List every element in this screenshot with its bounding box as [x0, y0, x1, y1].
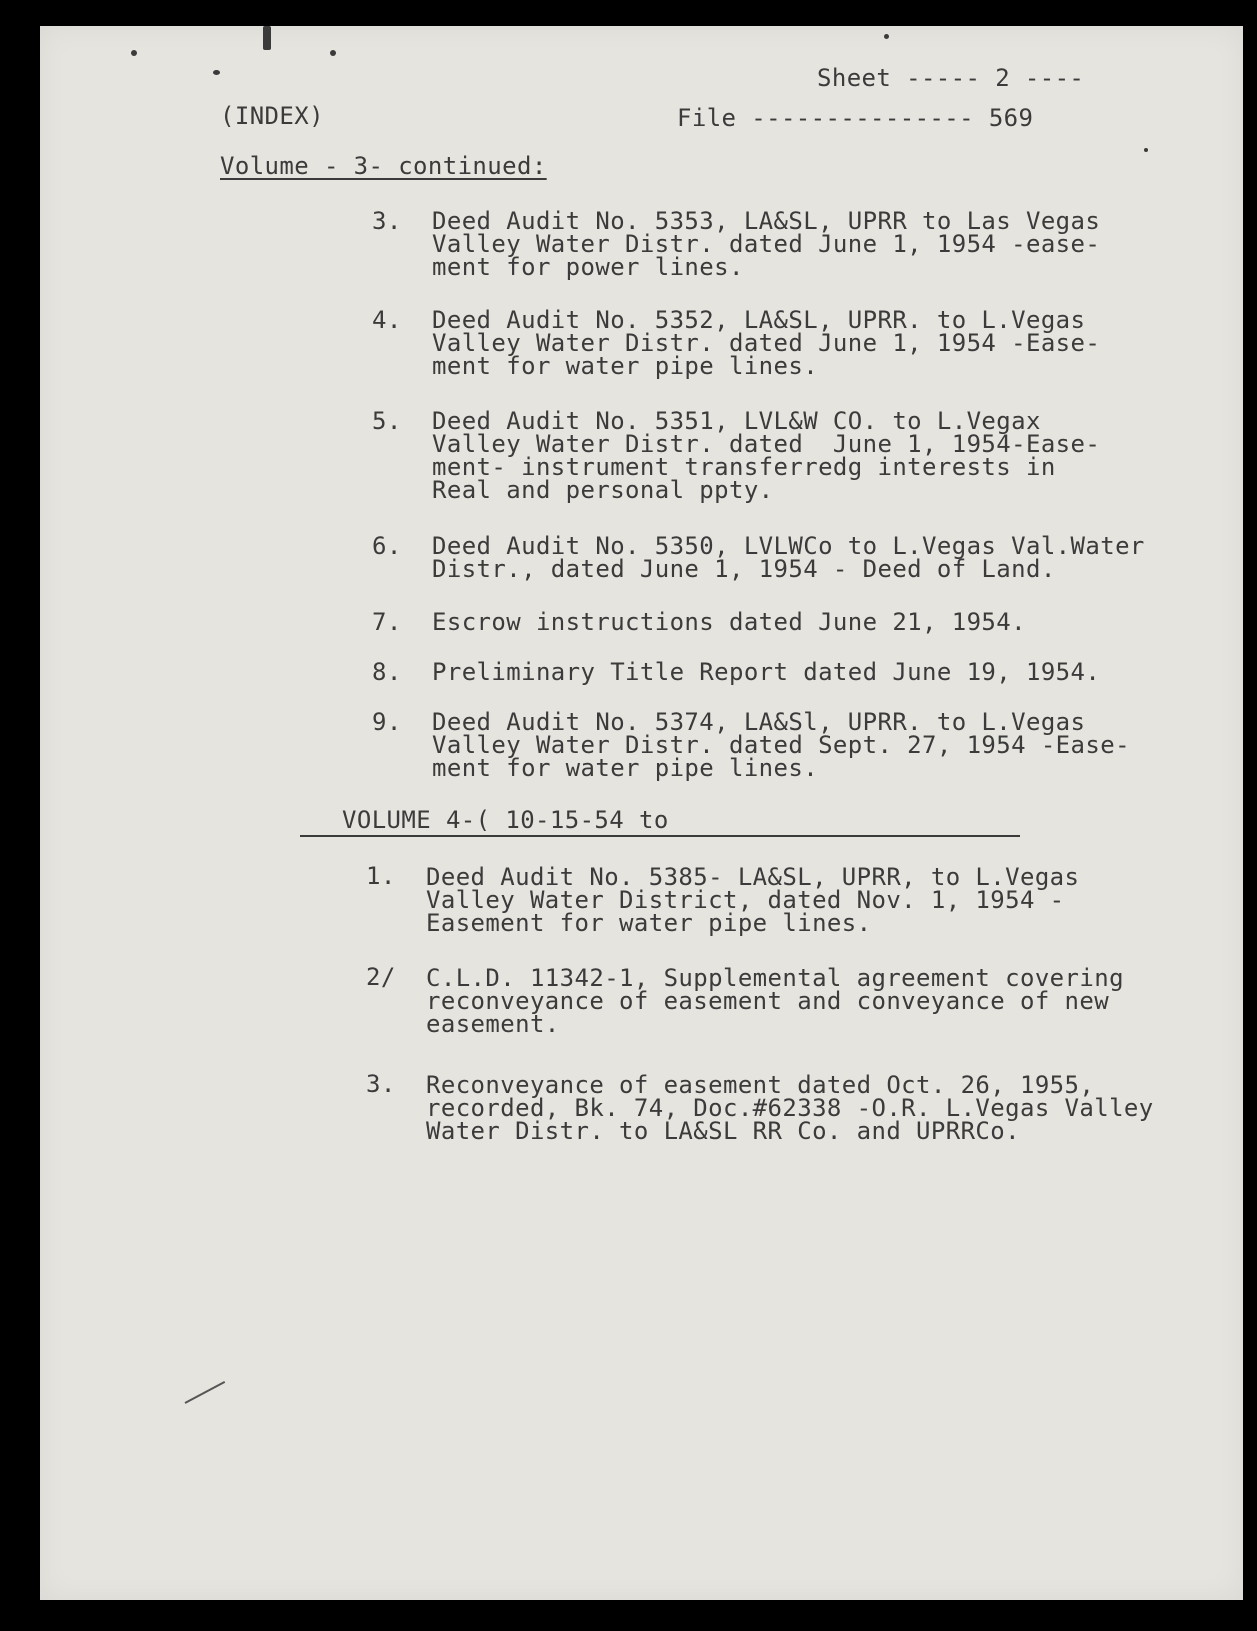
entry-number: 9. [372, 708, 402, 736]
entry-number: 2/ [366, 963, 396, 991]
entry-number: 7. [372, 608, 402, 636]
volume-4-heading: VOLUME 4-( 10-15-54 to [300, 806, 1020, 837]
entry-text: Deed Audit No. 5353, LA&SL, UPRR to Las Vegas Valley Water Distr. dated June 1, 1954 -ease- ment for power lines. [432, 207, 1101, 281]
entry-text: Deed Audit No. 5351, LVL&W CO. to L.Vegax Valley Water Distr. dated June 1, 1954-Ease- ment- instrument transferredg interests in Real and personal ppty. [432, 407, 1101, 504]
entry-text: Reconveyance of easement dated Oct. 26, 1955, recorded, Bk. 74, Doc.#62338 -O.R. L.Vegas Valley Water Distr. to LA&SL RR Co. and UPRRCo. [426, 1071, 1154, 1145]
ink-speck [1144, 148, 1148, 152]
entry-number: 3. [366, 1070, 396, 1098]
ink-speck [330, 50, 336, 56]
entry-text: Deed Audit No. 5350, LVLWCo to L.Vegas Val.Water Distr., dated June 1, 1954 - Deed of Land. [432, 532, 1145, 583]
sheet-number: Sheet ----- 2 ---- [817, 64, 1085, 92]
entry-text: C.L.D. 11342-1, Supplemental agreement covering reconveyance of easement and conveyance of new easement. [426, 964, 1124, 1038]
entry-number: 5. [372, 407, 402, 435]
entry-number: 3. [372, 207, 402, 235]
entry-text: Deed Audit No. 5385- LA&SL, UPRR, to L.Vegas Valley Water District, dated Nov. 1, 1954 - Easement for water pipe lines. [426, 863, 1080, 937]
entry-number: 4. [372, 306, 402, 334]
entry-text: Escrow instructions dated June 21, 1954. [432, 608, 1026, 636]
entry-text: Deed Audit No. 5374, LA&Sl, UPRR. to L.Vegas Valley Water Distr. dated Sept. 27, 1954 -Ease- ment for water pipe lines. [432, 708, 1130, 782]
ink-speck [131, 50, 137, 56]
ink-tear [263, 26, 271, 50]
entry-number: 8. [372, 658, 402, 686]
file-number: File --------------- 569 [677, 104, 1034, 132]
entry-text: Deed Audit No. 5352, LA&SL, UPRR. to L.Vegas Valley Water Distr. dated June 1, 1954 -Ease- ment for water pipe lines. [432, 306, 1101, 380]
index-label: (INDEX) [220, 102, 324, 130]
entry-text: Preliminary Title Report dated June 19, 1954. [432, 658, 1101, 686]
ink-speck [884, 34, 889, 39]
entry-number: 6. [372, 532, 402, 560]
ink-speck [213, 70, 220, 75]
volume-3-heading: Volume - 3- continued: [220, 152, 547, 180]
entry-number: 1. [366, 862, 396, 890]
